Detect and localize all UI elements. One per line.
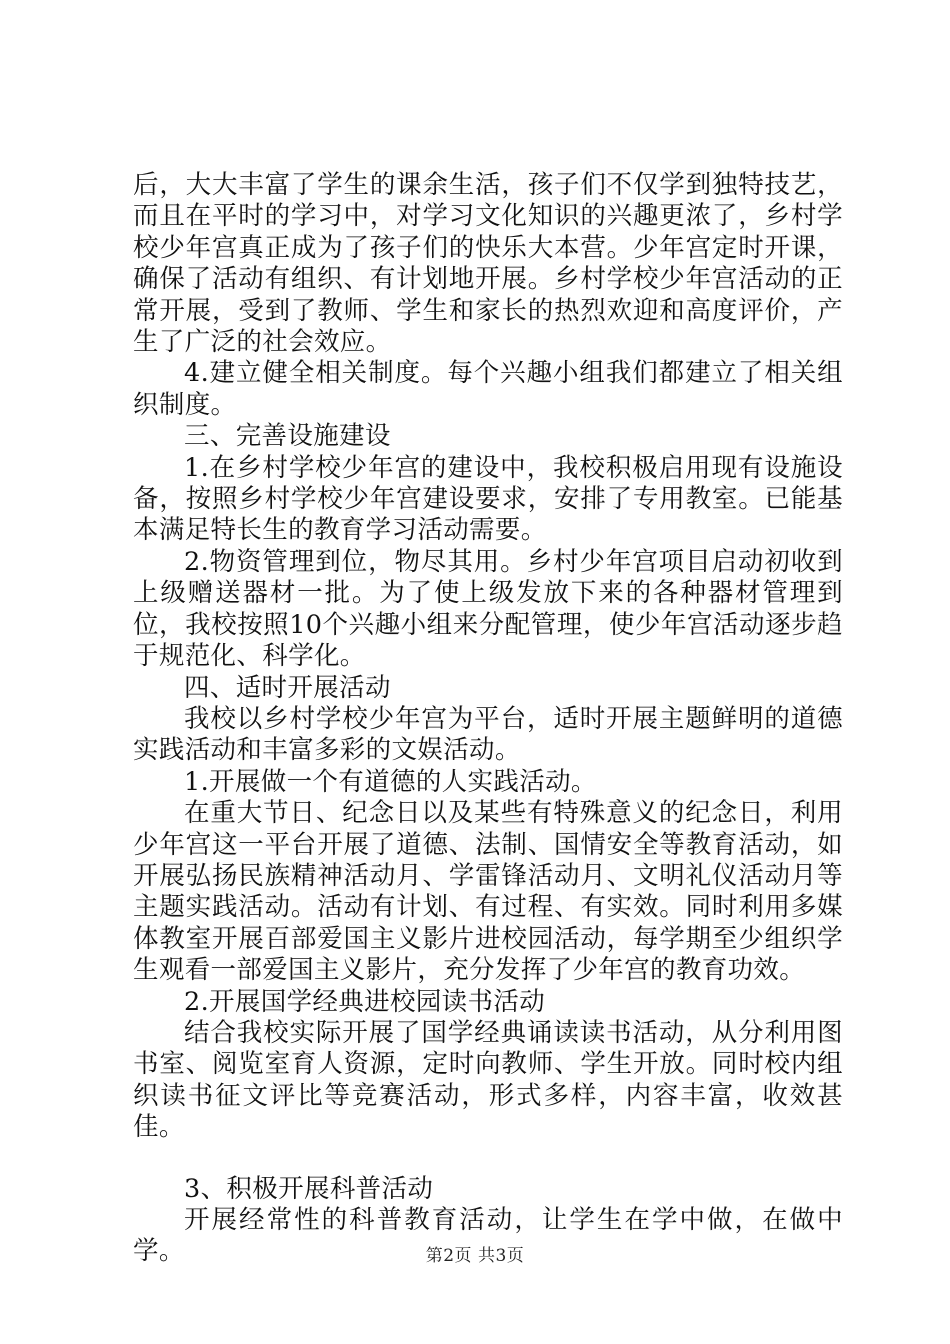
document-body: [133, 170, 843, 1268]
paragraph-science-activity: 开展经常性的科普教育活动，让学生在学中做，在做中学。: [133, 1205, 843, 1267]
paragraph-reading-activity: 结合我校实际开展了国学经典诵读读书活动，从分利用图书室、阅览室育人资源，定时向教师、学生开放。同时校内组织读书征文评比等竞赛活动，形式多样，内容丰富，收效甚佳。: [133, 1017, 843, 1143]
paragraph-rules-item-4: 4.建立健全相关制度。每个兴趣小组我们都建立了相关组织制度。: [133, 358, 843, 420]
paragraph-moral-practice: 在重大节日、纪念日以及某些有特殊意义的纪念日，利用少年宫这一平台开展了道德、法制、国情安全等教育活动，如开展弘扬民族精神活动月、学雷锋活动月、文明礼仪活动月等主题实践活动。活动有计划、有过程、有实效。同时利用多媒体教室开展百部爱国主义影片进校园活动，每学期至少组织学生观看一部爱国主义影片，充分发挥了少年宫的教育功效。: [133, 798, 843, 986]
paragraph-facilities-item-2: 2.物资管理到位，物尽其用。乡村少年宫项目启动初收到上级赠送器材一批。为了使上级发放下来的各种器材管理到位，我校按照10个兴趣小组来分配管理，使少年宫活动逐步趋于规范化、科学化。: [133, 546, 843, 672]
paragraph-activities-item-2: 2.开展国学经典进校园读书活动: [184, 986, 546, 1017]
section-heading-science: 3、积极开展科普活动: [184, 1173, 434, 1204]
paragraph-facilities-item-1: 1.在乡村学校少年宫的建设中，我校积极启用现有设施设备，按照乡村学校少年宫建设要求，安排了专用教室。已能基本满足特长生的教育学习活动需要。: [133, 452, 843, 546]
paragraph-activities-item-1: 1.开展做一个有道德的人实践活动。: [184, 766, 597, 797]
paragraph-continuation: 后，大大丰富了学生的课余生活，孩子们不仅学到独特技艺，而且在平时的学习中，对学习文化知识的兴趣更浓了，乡村学校少年宫真正成为了孩子们的快乐大本营。少年宫定时开课，确保了活动有组织、有计划地开展。乡村学校少年宫活动的正常开展，受到了教师、学生和家长的热烈欢迎和高度评价，产生了广泛的社会效应。: [133, 170, 843, 358]
paragraph-spacer: [133, 1144, 843, 1174]
paragraph-activities-intro: 我校以乡村学校少年宫为平台，适时开展主题鲜明的道德实践活动和丰富多彩的文娱活动。: [133, 703, 843, 766]
section-heading-activities: 四、适时开展活动: [184, 672, 391, 703]
page-number-footer: 第2页 共3页: [425, 1246, 525, 1266]
section-heading-facilities: 三、完善设施建设: [184, 421, 391, 452]
